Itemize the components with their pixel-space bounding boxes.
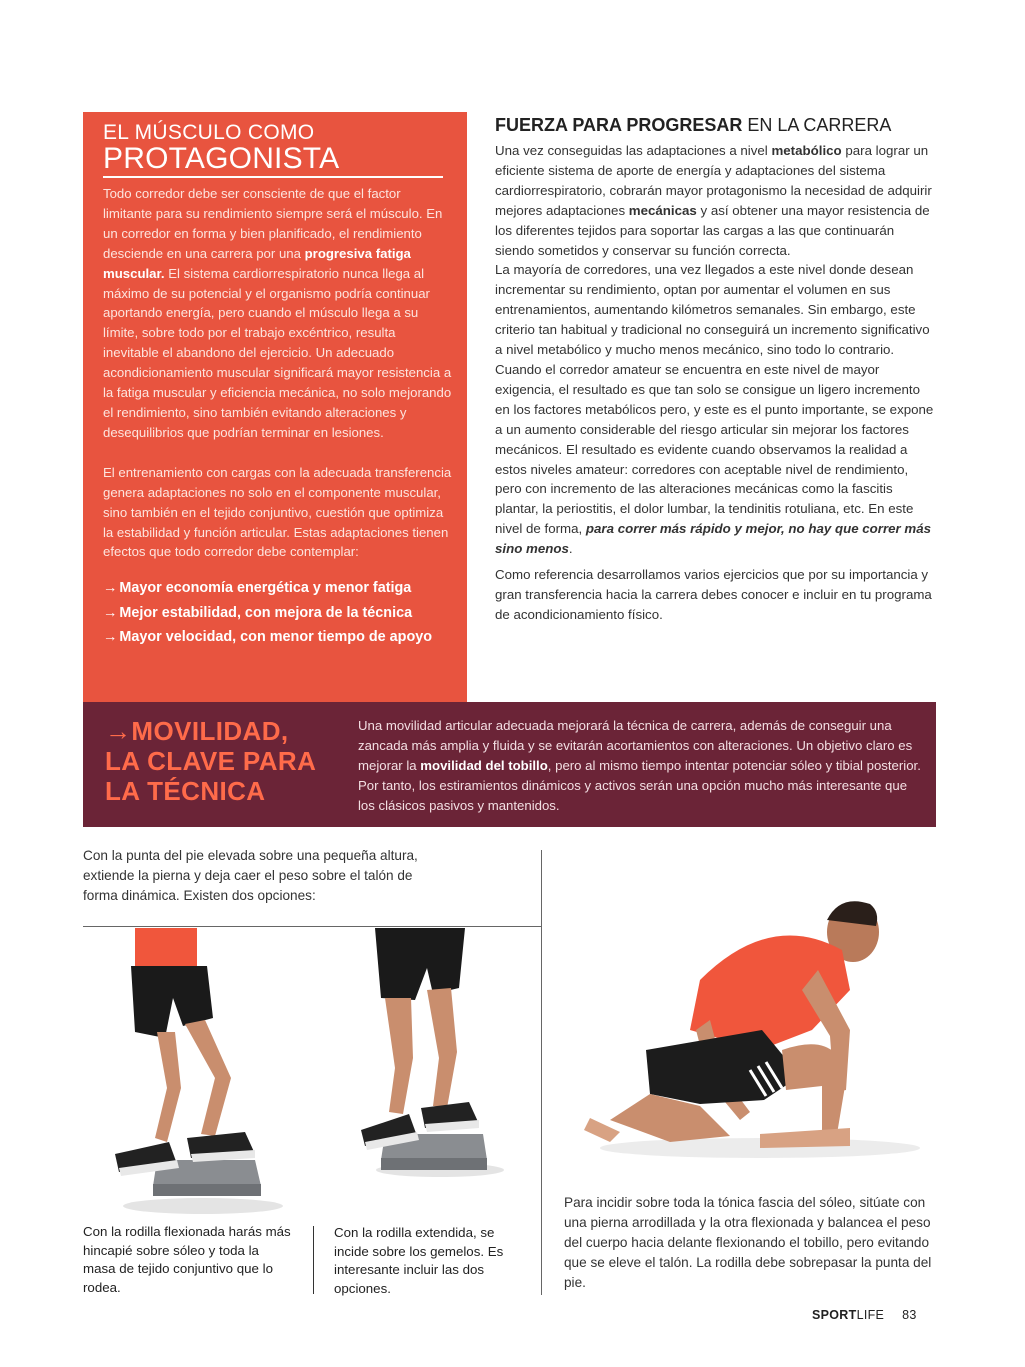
box-kicker: EL MÚSCULO COMO (103, 121, 315, 144)
caption-knee-flexed: Con la rodilla flexionada harás más hincapié sobre sóleo y toda la masa de tejido conjuntivo que lo rodea. (83, 1224, 291, 1295)
divider-horizontal (83, 926, 541, 927)
p3-end: . (568, 541, 573, 557)
p1-text: Una vez conseguidas las adaptaciones a nivel (495, 143, 772, 158)
benefit-label: Mejor estabilidad, con mejora de la técnica (119, 604, 413, 621)
fuerza-article (495, 113, 935, 625)
exercise-intro: Con la punta del pie elevada sobre una pequeña altura, extiende la pierna y deja caer el peso sobre el talón de forma dinámica. Existen dos opciones: (83, 848, 418, 903)
divider-vertical (541, 850, 542, 1295)
box-paragraph-1 (103, 184, 453, 443)
box-paragraph-2: El entrenamiento con cargas con la adecuada transferencia genera adaptaciones no solo en el componente muscular, sino también en el tejido conjuntivo, cuestión que optimiza la estabilidad y función articular. Estas adaptaciones tienen efectos que todo corredor debe contemplar: (103, 464, 452, 560)
protagonista-box (83, 112, 467, 702)
box-title: PROTAGONISTA (103, 142, 340, 175)
band-text-a: Una movilidad articular adecuada mejorará la técnica de carrera, además de conseguir una zancada más amplia y fluida y se evitarán acortamientos con alteraciones. Un objetivo claro es mejorar la (358, 718, 913, 773)
box-title-rule (103, 176, 443, 178)
band-title-line: →MOVILIDAD, (105, 716, 289, 746)
brand-rest: LIFE (856, 1308, 885, 1322)
arrow-icon: → (103, 629, 118, 646)
movilidad-band (83, 702, 936, 827)
benefit-item (103, 625, 453, 650)
brand-bold: SPORT (812, 1308, 857, 1322)
article-heading (495, 113, 935, 137)
box-p1-text-a: Todo corredor debe ser consciente de que el factor limitante para su rendimiento siempre será el músculo. En un corredor en forma y bien planificado, el rendimiento desciende en una carrera por una (103, 186, 443, 261)
band-text-bold: movilidad del tobillo (420, 758, 548, 773)
arrow-icon: → (103, 604, 118, 621)
p1-bold-1: metabólico (771, 143, 842, 158)
caption-knee-extended: Con la rodilla extendida, se incide sobre los gemelos. Es interesante incluir las dos opciones. (334, 1225, 504, 1296)
page-footer (812, 1308, 917, 1322)
band-title-line: LA CLAVE PARA (105, 746, 317, 776)
benefit-item (103, 601, 453, 626)
caption-kneeling-stretch: Para incidir sobre toda la tónica fascia del sóleo, sitúate con una pierna arrodillada y la otra flexionada y balancea el peso del cuerpo hacia delante flexionando el tobillo, pero evitando que se eleve el talón. La rodilla debe sobrepasar la punta del pie. (564, 1195, 932, 1290)
article-paragraph-4: Como referencia desarrollamos varios ejercicios que por su importancia y gran transferencia hacia la carrera debes conocer e incluir en tu programa de acondicionamiento físico. (495, 567, 932, 622)
p1-text: y así obtener una mayor resistencia de los diferentes tejidos para soportar las cargas a las que continuarán siendo sometidos y conservar su función correcta. (495, 202, 930, 258)
p3-text: Cuando el corredor amateur se encuentra en este nivel de mayor exigencia, el resultado es que tan solo se consigue un ligero incremento en los factores metabólicos pero, y este es el punto importante, se expone a un aumento considerable del riesgo articular sin mejorar los factores mecánicos. El resultado es evidente cuando observamos la realidad a estos niveles amateur: corredores con aceptable nivel de rendimiento, pero con incremento de las alteraciones mecánicas como la fascitis plantar, la periostitis, el dolor lumbar, la tendinitis rotuliana, etc. En este nivel de forma, (495, 361, 934, 537)
benefit-item (103, 576, 453, 601)
benefit-label: Mayor economía energética y menor fatiga (119, 580, 412, 597)
photo-knee-flexed (95, 928, 285, 1218)
photo-knee-extended (355, 928, 505, 1178)
box-p1-bold: progresiva fatiga muscular. (103, 245, 411, 281)
benefit-label: Mayor velocidad, con menor tiempo de apoyo (119, 629, 433, 646)
band-title (105, 716, 345, 806)
article-paragraph-1 (495, 141, 935, 260)
p1-bold-2: mecánicas (628, 202, 697, 218)
photo-kneeling-stretch (550, 880, 935, 1180)
p3-bold-italic: para correr más rápido y mejor, no hay que correr más sino menos (495, 521, 932, 557)
band-text (358, 716, 923, 816)
band-text-b: , pero al mismo tiempo intentar potenciar sóleo y tibial posterior. Por tanto, los estiramientos dinámicos y activos serán una opción mucho más interesante que los clásicos pasivos y mantenidos. (358, 758, 921, 813)
page-number: 83 (902, 1308, 917, 1322)
heading-bold: FUERZA PARA PROGRESAR (495, 115, 743, 135)
heading-rest: EN LA CARRERA (742, 115, 892, 135)
article-paragraph-2: La mayoría de corredores, una vez llegados a este nivel donde desean incrementar su rendimiento, optan por aumentar el volumen en sus entrenamientos, aumentando kilómetros semanales. Sin embargo, este criterio tan habitual y tradicional no conseguirá un incremento significativo a nivel metabólico y mucho menos mecánico, sino todo lo contrario. (495, 262, 930, 358)
box-p1-text-b: El sistema cardiorrespiratorio nunca llega al máximo de su potencial y el organismo podría continuar aportando energía, pero cuando el músculo llega a su límite, sobre todo por el trabajo excéntrico, resulta inevitable el abandono del ejercicio. Un adecuado acondicionamiento muscular significará mayor resistencia a la fatiga muscular y eficiencia mecánica, no solo mejorando el rendimiento, sino también evitando alteraciones y desequilibrios que podrían terminar en lesiones. (103, 265, 452, 440)
arrow-icon: → (103, 580, 118, 597)
caption-divider (313, 1226, 314, 1294)
benefits-list (103, 576, 453, 650)
band-title-line: LA TÉCNICA (105, 776, 266, 806)
article-paragraph-3 (495, 360, 935, 559)
p1-text: para lograr un eficiente sistema de aporte de energía y adaptaciones del sistema cardiorrespiratorio, cobrarán mayor protagonismo la necesidad de adquirir mejores adaptaciones (495, 143, 932, 218)
